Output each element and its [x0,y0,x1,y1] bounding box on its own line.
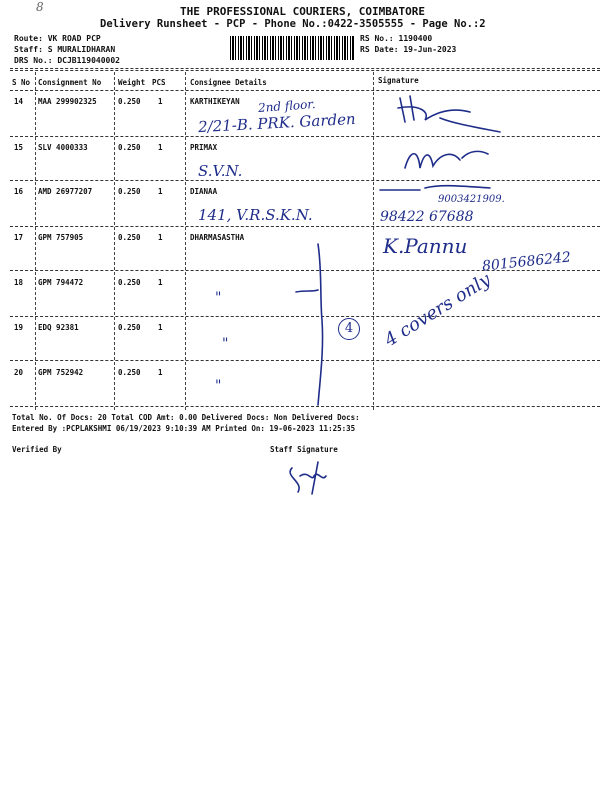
row-weight: 0.250 [118,143,141,152]
row-weight: 0.250 [118,187,141,196]
verified-by-label: Verified By [12,445,62,454]
row-consignee: KARTHIKEYAN [190,97,240,106]
signature-14 [398,96,500,132]
row-pcs: 1 [158,97,163,106]
row-consignment: GPM 752942 [38,368,84,377]
handwritten-address-14: 2/21-B. PRK. Garden [197,109,357,137]
staff: Staff: S MURALIDHARAN [14,45,116,54]
col-header-consignment: Consignment No [38,78,102,87]
row-consignment: AMD 26977207 [38,187,93,196]
company-title: THE PROFESSIONAL COURIERS, COIMBATORE [180,5,426,18]
staff-signature-label: Staff Signature [270,445,338,454]
row-pcs: 1 [158,278,163,287]
totals-line: Total No. Of Docs: 20 Total COD Amt: 0.00 Delivered Docs: Non Delivered Docs: [12,413,360,422]
handwritten-address-16: 141, V.R.S.K.N. [198,206,313,224]
row-sno: 14 [14,97,24,106]
row-consignment: GPM 794472 [38,278,84,287]
route: Route: VK ROAD PCP [14,34,101,43]
row-pcs: 1 [158,187,163,196]
col-header-pcs: PCS [152,78,166,87]
row-weight: 0.250 [118,97,141,106]
ditto-mark-19: " [222,336,229,352]
row-weight: 0.250 [118,323,141,332]
col-header-signature: Signature [378,76,419,85]
row-pcs: 1 [158,368,163,377]
handwritten-covers-note: 4 covers only [380,269,495,351]
rs-date: RS Date: 19-Jun-2023 [360,45,457,54]
handwritten-phone-16a: 9003421909. [438,194,505,205]
col-header-consignee: Consignee Details [190,78,267,87]
row-sno: 17 [14,233,24,242]
col-header-weight: Weight [118,78,146,87]
entered-by-line: Entered By :PCPLAKSHMI 06/19/2023 9:10:39 AM Printed On: 19-06-2023 11:25:35 [12,424,356,433]
row-pcs: 1 [158,143,163,152]
row-consignee: DIANAA [190,187,218,196]
corner-mark: 8 [36,0,44,14]
row-sno: 15 [14,143,24,152]
row-consignment: SLV 4000333 [38,143,88,152]
handwritten-floor-note: 2nd floor. [257,97,316,115]
ditto-mark-18: " [215,290,222,306]
row-sno: 19 [14,323,24,332]
row-pcs: 1 [158,233,163,242]
handwritten-signature-17: K.Pannu [383,234,468,258]
row-consignment: GPM 757905 [38,233,84,242]
handwritten-phone-16b: 98422 67688 [380,209,474,225]
bracket-hook [296,290,318,292]
staff-signature [290,462,326,494]
signature-16 [380,186,490,190]
signature-15 [405,151,488,168]
row-sno: 16 [14,187,24,196]
handwritten-phone-17: 8015686242 [481,249,572,275]
row-consignment: EDQ 92381 [38,323,79,332]
row-sno: 20 [14,368,24,377]
row-weight: 0.250 [118,368,141,377]
ditto-mark-20: " [215,378,222,394]
rs-number: RS No.: 1190400 [360,34,433,43]
row-weight: 0.250 [118,278,141,287]
row-sno: 18 [14,278,24,287]
row-consignee: DHARMASASTHA [190,233,245,242]
handwritten-name-15: S.V.N. [198,162,243,180]
bracket-stroke [318,244,323,405]
row-pcs: 1 [158,323,163,332]
col-header-sno: S No [12,78,31,87]
row-weight: 0.250 [118,233,141,242]
circled-count: 4 [338,318,360,340]
row-consignee: PRIMAX [190,143,218,152]
row-consignment: MAA 299902325 [38,97,97,106]
drs-number: DRS No.: DCJB119040002 [14,56,120,65]
runsheet-subtitle: Delivery Runsheet - PCP - Phone No.:0422-3505555 - Page No.:2 [100,18,486,30]
